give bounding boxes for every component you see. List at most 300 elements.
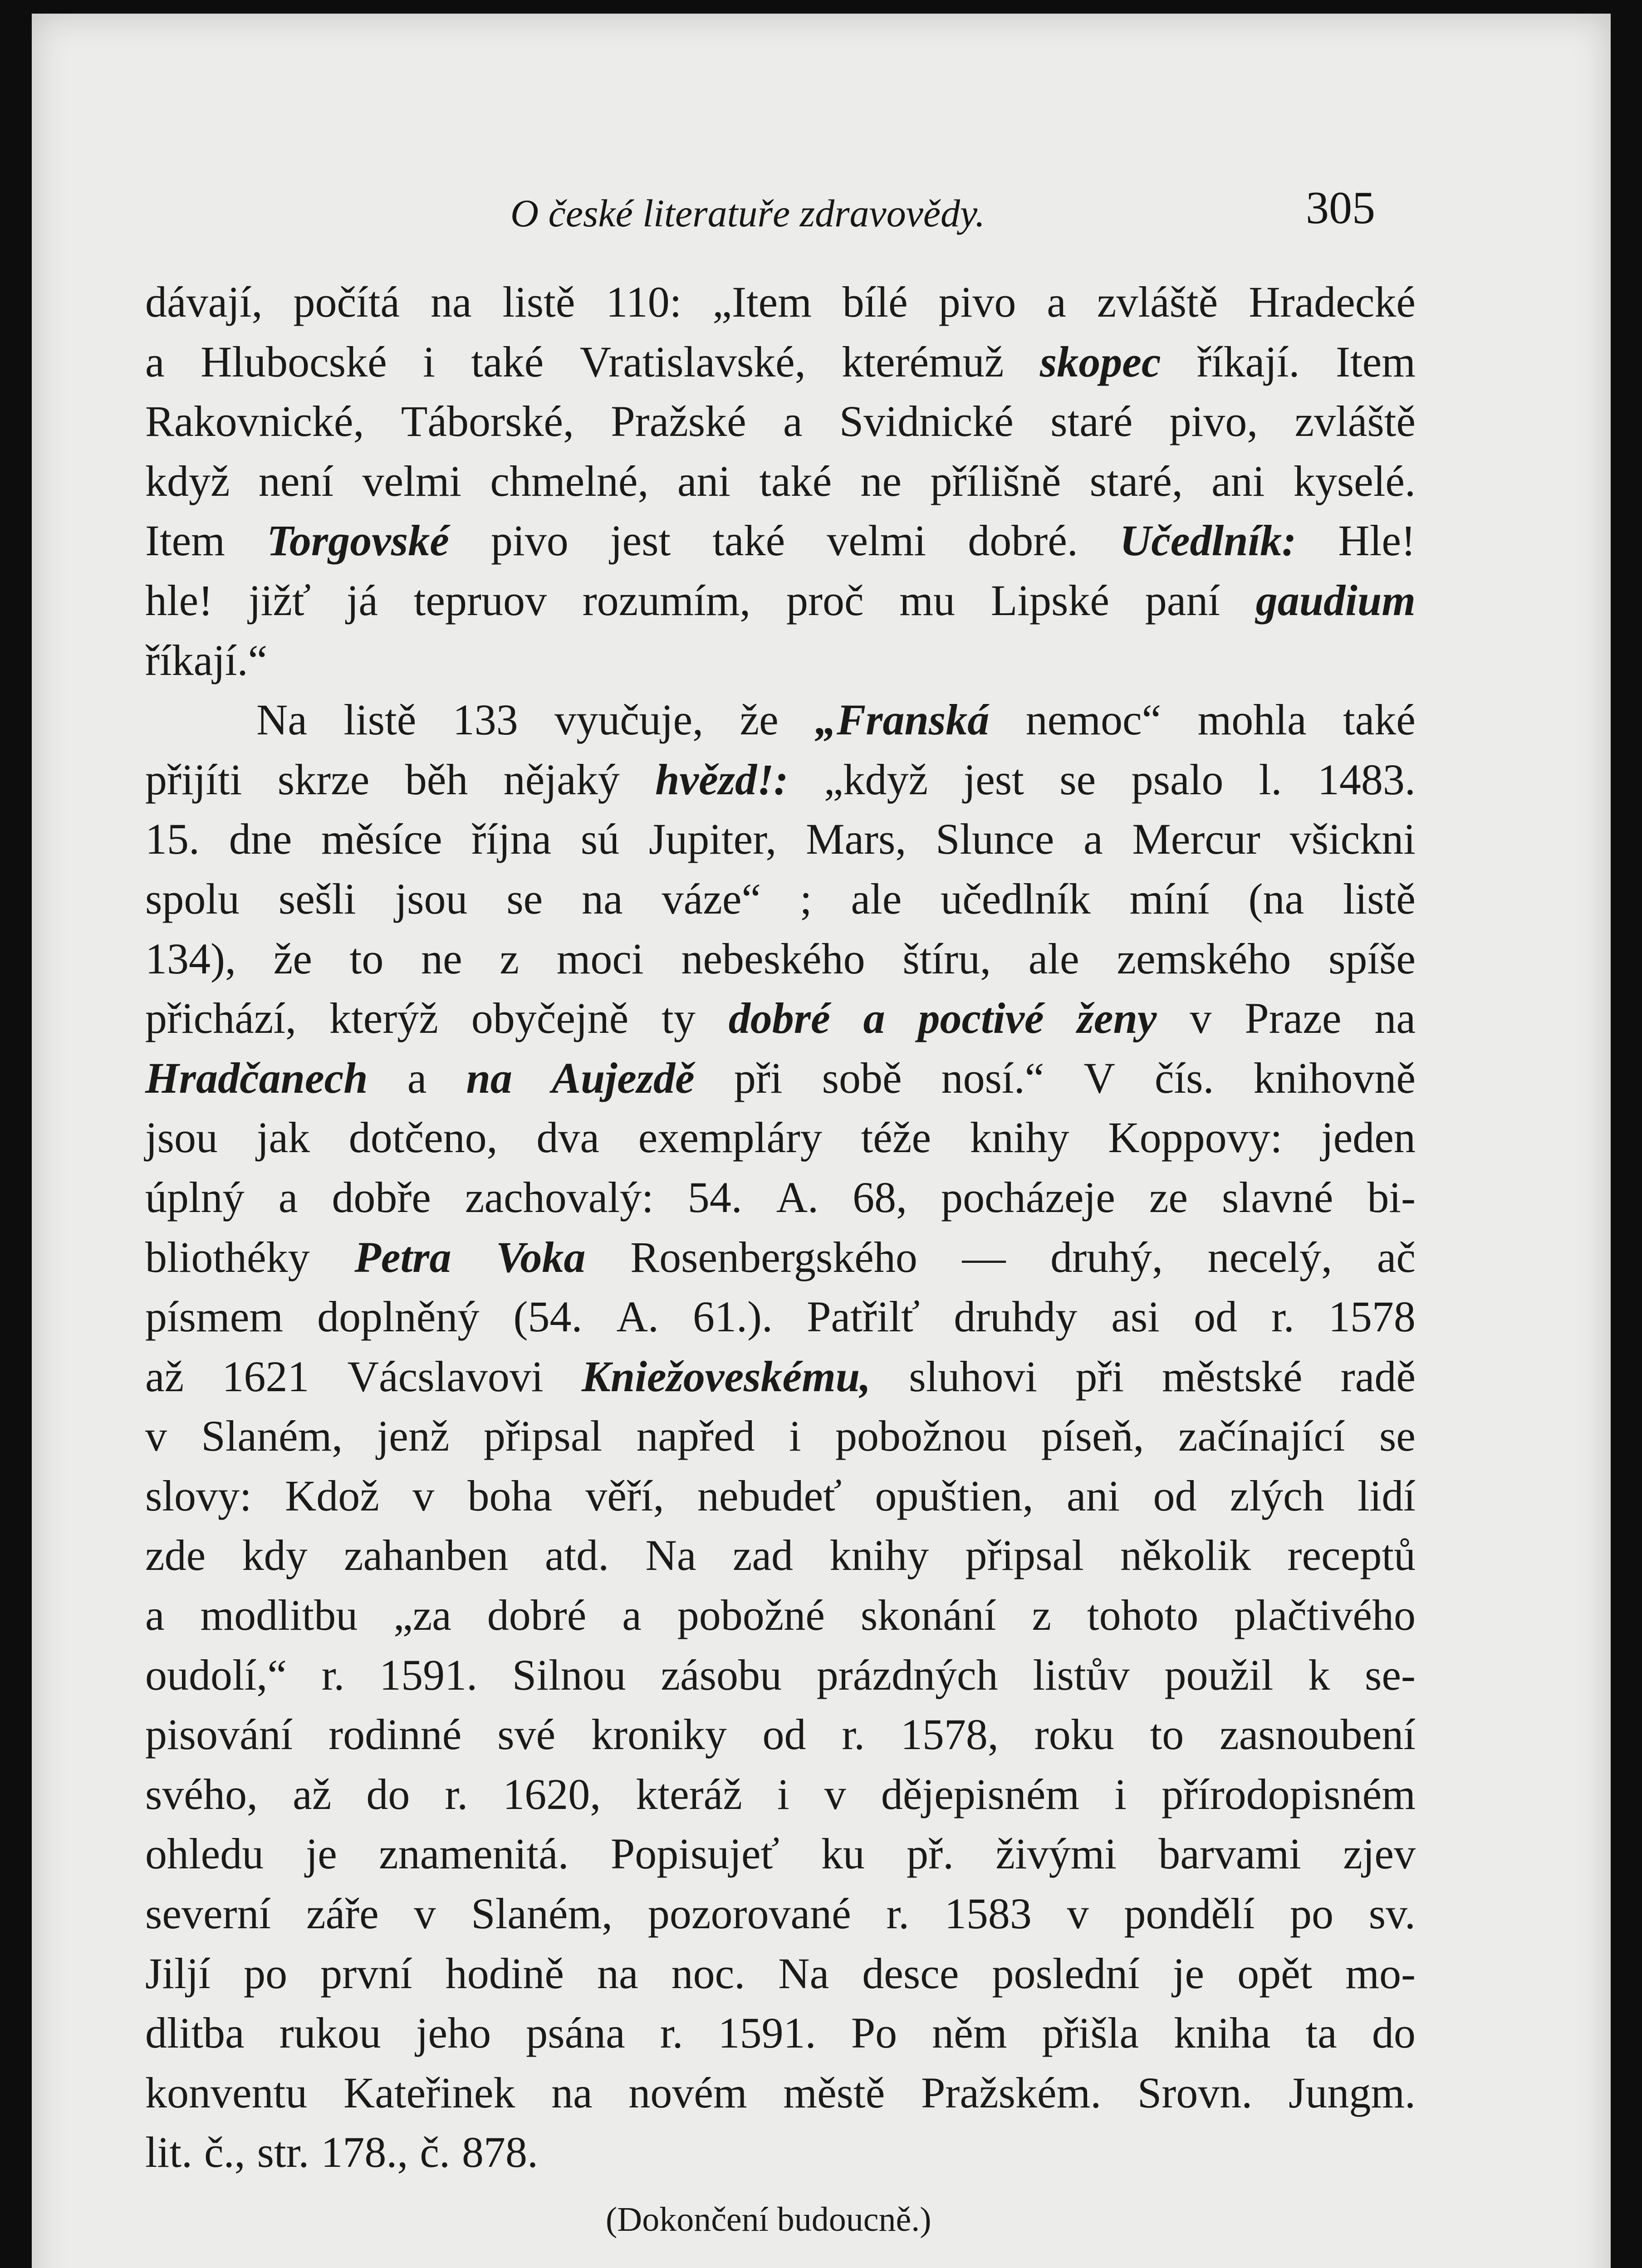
- text-line: [145, 1411, 1416, 1471]
- word: až: [145, 1352, 184, 1401]
- word: pocházeje: [941, 1173, 1115, 1222]
- word: míní: [1129, 874, 1210, 923]
- word: přílišně: [930, 456, 1061, 505]
- word: Praze: [1245, 994, 1342, 1043]
- word: bi-: [1367, 1173, 1416, 1222]
- word: dotčeno,: [348, 1113, 498, 1162]
- word: a: [1083, 815, 1103, 864]
- word: i: [789, 1412, 801, 1461]
- text-line: [145, 1172, 1416, 1232]
- word: Po: [851, 2009, 897, 2058]
- word: několik: [1120, 1531, 1251, 1580]
- word: Slunce: [936, 815, 1054, 864]
- page-number: 305: [1306, 182, 1375, 234]
- word: r.: [321, 1650, 345, 1699]
- word: jsou: [145, 1113, 218, 1162]
- word: sv.: [1368, 1889, 1416, 1938]
- text-line: [145, 874, 1416, 934]
- text-line: [145, 814, 1416, 874]
- word: Popisujeť: [610, 1829, 779, 1878]
- word: dějepisném: [881, 1769, 1080, 1818]
- word: a: [278, 1173, 298, 1222]
- word: písmem: [145, 1292, 283, 1341]
- word: boha: [467, 1471, 553, 1520]
- word: Jiljí: [145, 1949, 211, 1998]
- word: severní: [145, 1889, 271, 1938]
- word: Pražském.: [921, 2068, 1102, 2117]
- word: svého,: [145, 1769, 258, 1818]
- word: přijíti: [145, 755, 242, 804]
- word: spolu: [145, 874, 240, 923]
- word: to: [1150, 1710, 1184, 1759]
- word: října: [471, 815, 552, 864]
- word: č.,: [204, 2128, 245, 2177]
- word: „za: [393, 1591, 451, 1640]
- word: Jungm.: [1288, 2068, 1416, 2117]
- word: z: [500, 934, 520, 983]
- body-text: [145, 277, 1416, 2187]
- word: i: [423, 337, 435, 386]
- word: od: [1194, 1292, 1238, 1341]
- word: 54.: [687, 1173, 742, 1222]
- word: sú: [580, 815, 620, 864]
- word: (54.: [513, 1292, 583, 1341]
- word: jest: [963, 755, 1024, 804]
- word: na: [430, 278, 472, 326]
- word: r.: [886, 1889, 910, 1938]
- word: pivo: [938, 278, 1016, 326]
- word: 1578,: [900, 1710, 999, 1759]
- word: prázdných: [816, 1650, 998, 1699]
- text-line: [145, 2127, 1416, 2187]
- word: 1621: [222, 1352, 309, 1401]
- text-line: [145, 1709, 1416, 1769]
- word: rozumím,: [582, 576, 751, 625]
- word: moci: [556, 934, 644, 983]
- word: váze“: [662, 874, 761, 923]
- word: po: [1290, 1889, 1333, 1938]
- word: jest: [610, 516, 671, 565]
- word: Item: [1336, 337, 1416, 386]
- word: nebeského: [681, 934, 865, 983]
- word: pisování: [145, 1710, 293, 1759]
- emphasized-word: gaudium: [1255, 576, 1416, 625]
- word: v: [824, 1769, 846, 1818]
- word: kroniky: [591, 1710, 727, 1759]
- text-line: [145, 1112, 1416, 1172]
- word: Mercur: [1132, 815, 1260, 864]
- word: ač: [1377, 1232, 1416, 1281]
- text-line: [145, 2068, 1416, 2127]
- word: také: [1343, 695, 1416, 744]
- word: 61.).: [693, 1292, 773, 1341]
- word: pozorované: [647, 1889, 851, 1938]
- word: bliothéky: [145, 1232, 310, 1281]
- text-line: [145, 1291, 1416, 1351]
- word: od: [762, 1710, 806, 1759]
- word: Hradecké: [1249, 278, 1416, 326]
- word: velmi: [362, 456, 462, 505]
- word: kdy: [242, 1531, 308, 1580]
- word: úplný: [145, 1173, 245, 1222]
- word: opět: [1237, 1949, 1313, 1998]
- word: živými: [995, 1829, 1117, 1878]
- word: chmelné,: [490, 456, 649, 505]
- word: Slaném,: [201, 1412, 343, 1461]
- word: zvláště: [1294, 397, 1416, 446]
- word: ne: [860, 456, 902, 505]
- word: 1583: [944, 1889, 1032, 1938]
- word: 1591.: [718, 2009, 816, 2058]
- word: záře: [306, 1889, 379, 1938]
- word: při: [1075, 1352, 1124, 1401]
- word: Svidnické: [839, 397, 1014, 446]
- word: rukou: [279, 2009, 381, 2058]
- word: říkají.: [1196, 337, 1300, 386]
- word: desce: [862, 1949, 959, 1998]
- word: něm: [932, 2009, 1007, 2058]
- word: exempláry: [638, 1113, 822, 1162]
- word: pobožnou: [835, 1412, 1007, 1461]
- word: všickni: [1289, 815, 1416, 864]
- word: 110:: [606, 278, 682, 326]
- word: téže: [861, 1113, 931, 1162]
- word: na: [597, 1949, 638, 1998]
- word: nemoc“: [1025, 695, 1162, 744]
- text-line: [145, 934, 1416, 993]
- word: konventu: [145, 2068, 308, 2117]
- word: roku: [1034, 1710, 1114, 1759]
- word: připsal: [965, 1531, 1084, 1580]
- text-line: [145, 277, 1416, 337]
- word: knihy: [970, 1113, 1069, 1162]
- word: čís.: [1154, 1053, 1214, 1102]
- word: zjev: [1343, 1829, 1416, 1878]
- word: kterýž: [329, 994, 438, 1043]
- emphasized-word: Kniežoveskému,: [581, 1352, 871, 1401]
- word: já: [346, 576, 378, 625]
- word: mohla: [1197, 695, 1307, 744]
- word: lit.: [145, 2128, 193, 2177]
- word: jeho: [416, 2009, 491, 2058]
- word: první: [320, 1949, 412, 1998]
- emphasized-word: na: [466, 1053, 512, 1102]
- word: pivo,: [1169, 397, 1258, 446]
- emphasized-word: Petra: [354, 1232, 451, 1281]
- word: se-: [1364, 1650, 1416, 1699]
- word: Srovn.: [1137, 2068, 1253, 2117]
- word: 134),: [145, 934, 236, 983]
- word: a: [407, 1053, 427, 1102]
- word: také: [712, 516, 785, 565]
- word: do: [1372, 2009, 1416, 2058]
- text-line: [145, 575, 1416, 635]
- word: na: [1374, 994, 1416, 1043]
- text-line: [145, 1053, 1416, 1113]
- word: na: [582, 874, 623, 923]
- word: receptů: [1287, 1531, 1416, 1580]
- text-line: [145, 515, 1416, 575]
- word: a: [145, 337, 165, 386]
- word: „Item: [712, 278, 812, 326]
- word: —: [962, 1232, 1006, 1281]
- word: Kateřinek: [343, 2068, 515, 2117]
- word: 1483.: [1317, 755, 1416, 804]
- word: psalo: [1131, 755, 1224, 804]
- word: Jupiter,: [648, 815, 777, 864]
- word: oudolí,“: [145, 1650, 287, 1699]
- page-header: [32, 181, 1611, 249]
- word: ale: [1028, 934, 1079, 983]
- word: Na: [256, 695, 307, 744]
- word: také: [471, 337, 544, 386]
- word: radě: [1340, 1352, 1416, 1401]
- word: 133: [452, 695, 518, 744]
- text-line: [145, 1471, 1416, 1530]
- word: skonání: [860, 1591, 996, 1640]
- word: asi: [1111, 1292, 1160, 1341]
- word: měsíce: [321, 815, 442, 864]
- emphasized-word: „Franská: [815, 695, 990, 744]
- word: jenž: [377, 1412, 450, 1461]
- word: to: [349, 934, 384, 983]
- word: nebudeť: [697, 1471, 842, 1520]
- word: své: [497, 1710, 556, 1759]
- word: po: [244, 1949, 288, 1998]
- word: Táborské,: [401, 397, 574, 446]
- running-title: O české literatuře zdravovědy.: [510, 191, 985, 235]
- word: staré: [1050, 397, 1133, 446]
- word: novém: [628, 2068, 747, 2117]
- word: píseň,: [1041, 1412, 1144, 1461]
- text-line: [145, 754, 1416, 814]
- word: pivo: [491, 516, 569, 565]
- word: až: [293, 1769, 332, 1818]
- emphasized-word: poctivé: [918, 994, 1044, 1043]
- word: r.: [445, 1769, 468, 1818]
- word: listův: [1033, 1650, 1130, 1699]
- word: říkají.“: [145, 635, 268, 684]
- word: dlitba: [145, 2009, 245, 2058]
- word: začínající: [1178, 1412, 1345, 1461]
- word: přichází,: [145, 994, 297, 1043]
- word: Mars,: [806, 815, 907, 864]
- word: je: [1172, 1949, 1205, 1998]
- word: i: [1114, 1769, 1127, 1818]
- word: k: [1308, 1650, 1330, 1699]
- word: 1620,: [503, 1769, 601, 1818]
- word: 178.,: [321, 2128, 408, 2177]
- word: velmi: [827, 516, 926, 565]
- word: v: [145, 1412, 167, 1461]
- emphasized-word: Voka: [496, 1232, 586, 1281]
- word: ani: [677, 456, 731, 505]
- word: přírodopisném: [1161, 1769, 1416, 1818]
- word: Vratislavské,: [579, 337, 806, 386]
- word: Rakovnické,: [145, 397, 364, 446]
- word: necelý,: [1207, 1232, 1333, 1281]
- word: vyučuje,: [554, 695, 704, 744]
- word: př.: [907, 1829, 954, 1878]
- word: „když: [823, 755, 928, 804]
- word: v: [412, 1471, 435, 1520]
- word: proč: [786, 576, 864, 625]
- word: použil: [1164, 1650, 1274, 1699]
- text-line: [145, 635, 1416, 695]
- emphasized-word: Torgovské: [267, 516, 449, 565]
- word: zachovalý:: [465, 1173, 654, 1222]
- word: kyselé.: [1293, 456, 1416, 505]
- word: tepruov: [413, 576, 547, 625]
- text-line: [145, 1948, 1416, 2008]
- emphasized-word: dobré: [728, 994, 830, 1043]
- word: kteráž: [636, 1769, 742, 1818]
- word: nosí.“: [941, 1053, 1044, 1102]
- word: přišla: [1042, 2009, 1139, 2058]
- emphasized-word: hvězd!:: [655, 755, 789, 804]
- word: listě: [343, 695, 417, 744]
- word: listě: [1343, 874, 1416, 923]
- word: napřed: [636, 1412, 755, 1461]
- word: zad: [732, 1531, 794, 1580]
- word: je: [305, 1829, 337, 1878]
- word: plačtivého: [1234, 1591, 1416, 1640]
- word: věří,: [585, 1471, 664, 1520]
- word: mu: [899, 576, 955, 625]
- word: jak: [256, 1113, 310, 1162]
- word: Koppovy:: [1108, 1113, 1283, 1162]
- word: ani: [1066, 1471, 1120, 1520]
- emphasized-word: skopec: [1039, 337, 1161, 386]
- word: Vácslavovi: [347, 1352, 544, 1401]
- word: zasnoubení: [1220, 1710, 1416, 1759]
- word: listě: [502, 278, 575, 326]
- word: Hlubocské: [201, 337, 387, 386]
- word: mo-: [1345, 1949, 1416, 1998]
- word: dobře: [332, 1173, 431, 1222]
- word: a: [783, 397, 803, 446]
- emphasized-word: ženy: [1077, 994, 1157, 1043]
- word: jeden: [1321, 1113, 1416, 1162]
- word: dobré: [487, 1591, 587, 1640]
- word: bílé: [842, 278, 908, 326]
- text-line: [145, 694, 1416, 754]
- word: sluhovi: [909, 1352, 1038, 1401]
- word: pondělí: [1124, 1889, 1255, 1938]
- text-line: [145, 337, 1416, 396]
- word: zde: [145, 1531, 206, 1580]
- word: a: [145, 1591, 165, 1640]
- word: obyčejně: [471, 994, 629, 1043]
- word: Silnou: [512, 1650, 626, 1699]
- word: na: [551, 2068, 593, 2117]
- word: A.: [776, 1173, 819, 1222]
- word: štíru,: [902, 934, 991, 983]
- word: není: [258, 456, 334, 505]
- word: pobožné: [677, 1591, 825, 1640]
- word: staré,: [1089, 456, 1183, 505]
- emphasized-word: Aujezdě: [552, 1053, 695, 1102]
- word: ze: [1149, 1173, 1188, 1222]
- word: také: [759, 456, 832, 505]
- word: i: [777, 1769, 789, 1818]
- word: od: [1153, 1471, 1197, 1520]
- word: do: [366, 1769, 410, 1818]
- word: A.: [616, 1292, 659, 1341]
- emphasized-word: Hradčanech: [145, 1053, 368, 1102]
- word: dobré.: [968, 516, 1078, 565]
- word: r.: [1271, 1292, 1294, 1341]
- text-line: [145, 1530, 1416, 1590]
- emphasized-word: a: [863, 994, 885, 1043]
- word: Na: [778, 1949, 829, 1998]
- word: že: [273, 934, 312, 983]
- text-line: [145, 1650, 1416, 1710]
- word: ku: [821, 1829, 865, 1878]
- word: druhý,: [1050, 1232, 1163, 1281]
- word: r.: [842, 1710, 865, 1759]
- text-line: [145, 1769, 1416, 1829]
- word: ani: [1211, 456, 1265, 505]
- continuation-note: (Dokončení budoucně.): [606, 2200, 931, 2239]
- word: Na: [645, 1531, 696, 1580]
- word: 15.: [145, 815, 200, 864]
- word: městě: [783, 2068, 885, 2117]
- word: lidí: [1357, 1471, 1416, 1520]
- word: Hle!: [1338, 516, 1416, 565]
- word: psána: [526, 2009, 625, 2058]
- emphasized-word: Učedlník:: [1119, 516, 1297, 565]
- word: knihy: [829, 1531, 929, 1580]
- word: Pražské: [611, 397, 746, 446]
- word: dávají,: [145, 278, 263, 326]
- word: str.: [257, 2128, 309, 2177]
- word: nějaký: [503, 755, 620, 804]
- word: Lipské: [990, 576, 1110, 625]
- word: hodině: [445, 1949, 564, 1998]
- word: jsou: [395, 874, 468, 923]
- word: se: [1059, 755, 1096, 804]
- word: Slaném,: [471, 1889, 613, 1938]
- word: doplněný: [317, 1292, 480, 1341]
- word: ohledu: [145, 1829, 264, 1878]
- word: se: [1379, 1412, 1416, 1461]
- text-line: [145, 396, 1416, 456]
- word: a: [1047, 278, 1066, 326]
- word: V: [1083, 1053, 1115, 1102]
- word: z: [1032, 1591, 1052, 1640]
- word: ;: [799, 874, 812, 923]
- word: č.: [420, 2128, 450, 2177]
- word: Patřilť: [807, 1292, 920, 1341]
- word: ty: [662, 994, 696, 1043]
- word: rodinné: [328, 1710, 462, 1759]
- word: zvláště: [1097, 278, 1218, 326]
- word: modlitbu: [200, 1591, 358, 1640]
- word: Kdož: [284, 1471, 379, 1520]
- word: ne: [421, 934, 462, 983]
- word: dva: [536, 1113, 600, 1162]
- word: kterémuž: [842, 337, 1004, 386]
- text-line: [145, 456, 1416, 516]
- word: při: [734, 1053, 783, 1102]
- word: tohoto: [1087, 1591, 1199, 1640]
- word: 878.: [461, 2128, 538, 2177]
- word: 1591.: [379, 1650, 478, 1699]
- text-line: [145, 1351, 1416, 1411]
- word: připsal: [483, 1412, 603, 1461]
- word: (na: [1248, 874, 1304, 923]
